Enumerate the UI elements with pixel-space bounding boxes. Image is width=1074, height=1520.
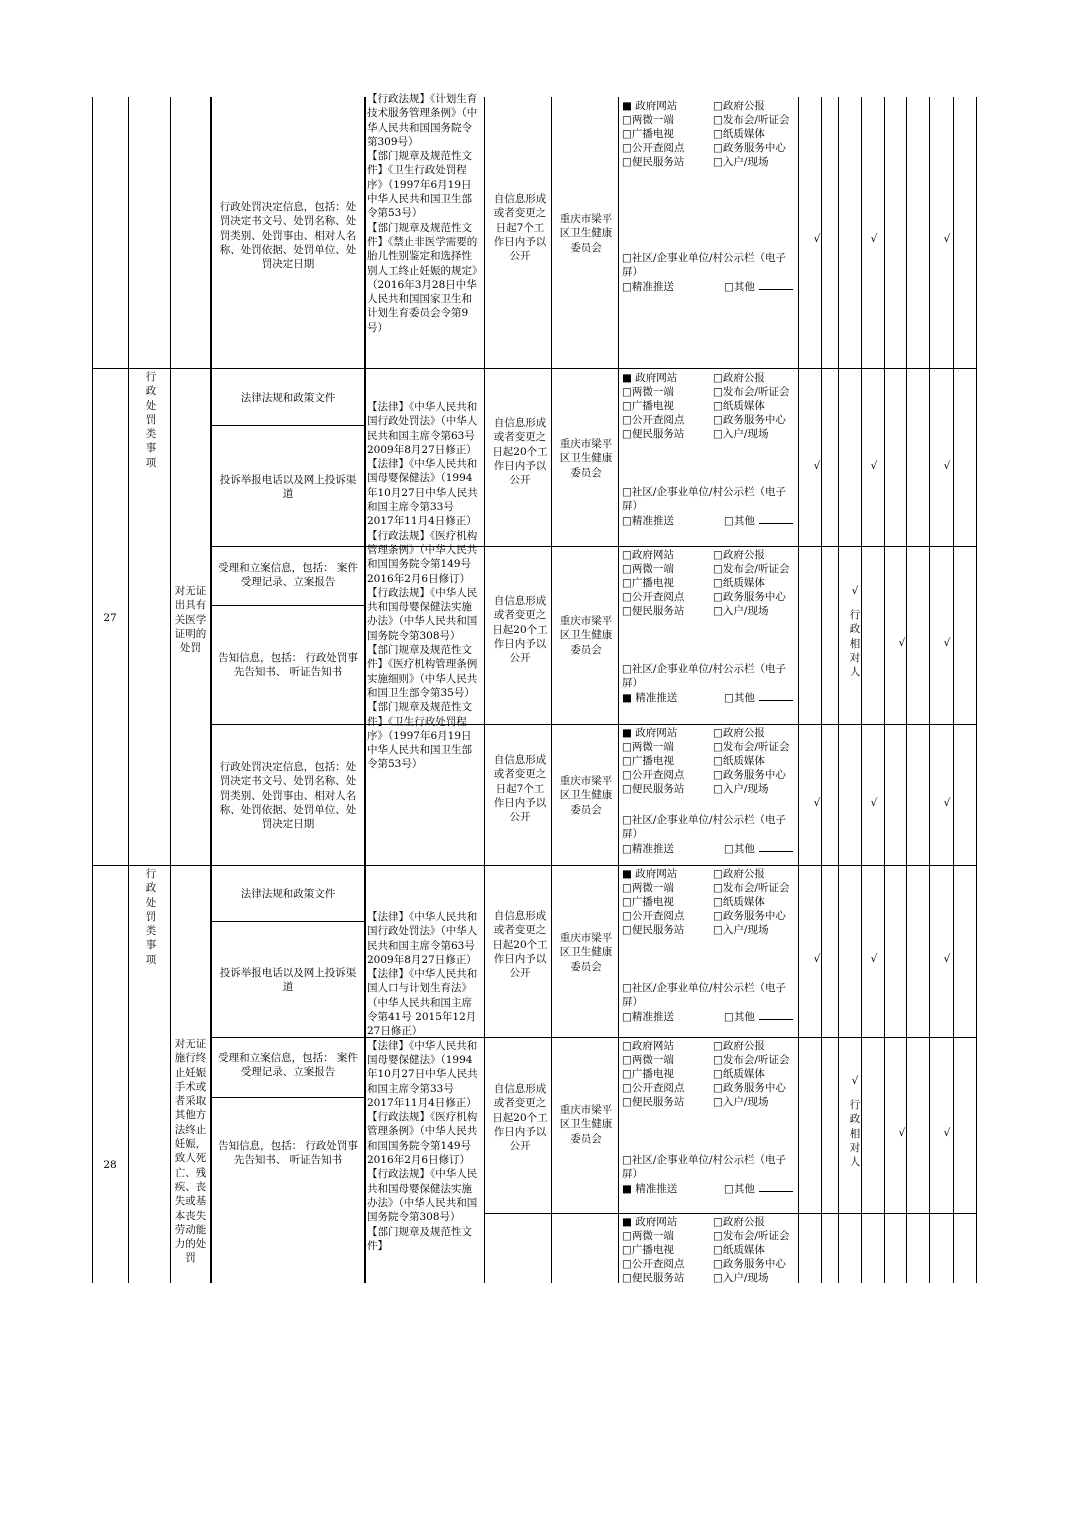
content-cell: 投诉举报电话以及网上投诉渠道: [219, 967, 357, 994]
channel-option: □发布会/听证会: [713, 741, 790, 753]
channel-option: □广播电视: [622, 128, 674, 140]
channel-option: □社区/企事业单位/村公示栏（电子屏）: [622, 252, 786, 279]
channel-option: □两微一端: [622, 882, 674, 894]
channel-option: □政府公报: [713, 549, 765, 561]
content-cell: 投诉举报电话以及网上投诉渠道: [219, 474, 357, 501]
channel-option: □政务服务中心: [713, 769, 786, 781]
channel-option: □便民服务站: [622, 1096, 685, 1108]
channel-option: □广播电视: [622, 1244, 674, 1256]
check-mark: √: [813, 233, 821, 245]
channel-option: □纸质媒体: [713, 577, 765, 589]
time-cell: 自信息形成或者变更之日起20个工作日内予以公开: [492, 1083, 548, 1153]
channel-option: □发布会/听证会: [713, 882, 790, 894]
content-cell: 告知信息，包括： 行政处罚事先告知书、 听证告知书: [218, 652, 358, 679]
channel-option: □其他: [724, 842, 794, 856]
channel-option: □入户/现场: [713, 1272, 769, 1284]
channel-option: ■ 政府网站: [622, 868, 678, 880]
basis-cell: 【法律】《中华人民共和国行政处罚法》（中华人民共和国主席令第63号 2009年8月27日修正） 【法律】《中华人民共和国母婴保健法》（1994年10月27日中华人民共和国主席令第33号 2017年11月4日修正） 【行政法规】《医疗机构管理条例》（中华人民共和国国务院令第149号 2016年2月6日修订） 【行政法规】《中华人民共和国母婴保健法实施办法》（中华人民共和国国务院令第308号） 【部门规章及规范性文件】《医疗机构管理条例实施细则》（中华人民共和国卫生部令第35号） 【部门规章及规范性文件】《卫生行政处罚程序》（1997年6月19日中华人民共和国卫生部令第53号）: [367, 401, 478, 771]
time-cell: 自信息形成或者变更之日起20个工作日内予以公开: [492, 595, 548, 665]
channel-option: □其他: [724, 1010, 794, 1024]
content-cell: 行政处罚决定信息，包括：处罚决定书文号、处罚名称、处罚类别、处罚事由、相对人名称、处罚依据、处罚单位、处罚决定日期: [219, 761, 357, 831]
channel-option: □入户/现场: [713, 1096, 769, 1108]
basis-cell: 【法律】《中华人民共和国行政处罚法》（中华人民共和国主席令第63号 2009年8月27日修正） 【法律】《中华人民共和国人口与计划生育法》（中华人民共和国主席令第41号 2015年12月27日修正） 【法律】《中华人民共和国母婴保健法》（1994年10月27日中华人民共和国主席令第33号 2017年11月4日修正） 【行政法规】《医疗机构管理条例》（中华人民共和国国务院令第149号 2016年2月6日修订） 【行政法规】《中华人民共和国母婴保健法实施办法》（中华人民共和国国务院令第308号） 【部门规章及规范性文件】: [367, 911, 478, 1252]
channel-option: □纸质媒体: [713, 128, 765, 140]
channel-option: □纸质媒体: [713, 1068, 765, 1080]
channel-option: □入户/现场: [713, 924, 769, 936]
check-mark: √: [813, 460, 821, 472]
check-mark: √: [943, 460, 951, 472]
check-mark: √: [943, 1127, 951, 1139]
subject-cell: 重庆市梁平区卫生健康委员会: [559, 775, 613, 816]
content-cell: 受理和立案信息，包括： 案件受理记录、立案报告: [218, 1052, 358, 1079]
check-mark: √: [898, 637, 906, 649]
channel-option: □政务服务中心: [713, 910, 786, 922]
channel-option: ■ 政府网站: [622, 1216, 678, 1228]
channel-option: □纸质媒体: [713, 400, 765, 412]
channel-option: □政务服务中心: [713, 1258, 786, 1270]
category-cell: 行政处罚类事项: [145, 371, 157, 469]
channel-option: □两微一端: [622, 563, 674, 575]
channel-option: □入户/现场: [713, 428, 769, 440]
channel-option: □精准推送: [622, 281, 674, 293]
channel-option: □便民服务站: [622, 428, 685, 440]
subject-cell: 重庆市梁平区卫生健康委员会: [559, 615, 613, 656]
channel-option: □发布会/听证会: [713, 563, 790, 575]
channel-option: □广播电视: [622, 896, 674, 908]
check-mark: √: [813, 953, 821, 965]
row-number: 28: [103, 1159, 117, 1171]
channel-option: □精准推送: [622, 515, 674, 527]
channel-option: □两微一端: [622, 741, 674, 753]
channel-option: □公开查阅点: [622, 142, 685, 154]
check-mark: √: [870, 797, 878, 809]
content-cell: 法律法规和政策文件: [240, 392, 336, 404]
check-mark: √: [870, 953, 878, 965]
item-name-cell: 对无证施行终止妊娠手术或者采取其他方法终止妊娠，致人死亡、残疾、丧失或基本丧失劳动能力的处罚: [174, 1038, 207, 1265]
target-note: 行政相对人: [849, 609, 861, 679]
channel-option: □纸质媒体: [713, 755, 765, 767]
check-mark: √: [851, 585, 859, 597]
channel-option: □便民服务站: [622, 924, 685, 936]
check-mark: √: [943, 637, 951, 649]
content-cell: 法律法规和政策文件: [240, 888, 336, 900]
channel-option: □便民服务站: [622, 605, 685, 617]
channel-option: □其他: [724, 280, 794, 294]
channel-option: □公开查阅点: [622, 414, 685, 426]
channel-option: □广播电视: [622, 755, 674, 767]
channel-option: □便民服务站: [622, 156, 685, 168]
channel-option: □社区/企事业单位/村公示栏（电子屏）: [622, 814, 786, 841]
basis-cell: 【行政法规】《计划生育技术服务管理条例》（中华人民共和国国务院令第309号） 【部门规章及规范性文件】《卫生行政处罚程序》（1997年6月19日中华人民共和国卫生部令第53号） 【部门规章及规范性文件】《禁止非医学需要的胎儿性别鉴定和选择性别人工终止妊娠的规定》（2016年3月28日中华人民共和国国家卫生和计划生育委员会令第9号）: [367, 93, 478, 334]
channel-option: □社区/企事业单位/村公示栏（电子屏）: [622, 982, 786, 1009]
channel-option: □便民服务站: [622, 1272, 685, 1284]
channel-option: □两微一端: [622, 386, 674, 398]
subject-cell: 重庆市梁平区卫生健康委员会: [559, 1104, 613, 1145]
channel-option: ■ 政府网站: [622, 100, 678, 112]
channel-option: □发布会/听证会: [713, 1230, 790, 1242]
channel-option: □公开查阅点: [622, 1258, 685, 1270]
content-cell: 告知信息，包括： 行政处罚事先告知书、 听证告知书: [218, 1140, 358, 1167]
channel-option: □纸质媒体: [713, 1244, 765, 1256]
channel-option: □入户/现场: [713, 156, 769, 168]
time-cell: 自信息形成或者变更之日起20个工作日内予以公开: [492, 910, 548, 980]
row-number: 27: [103, 612, 117, 624]
item-name-cell: 对无证出具有关医学证明的处罚: [174, 585, 207, 655]
channel-option: □两微一端: [622, 1054, 674, 1066]
content-cell: 受理和立案信息，包括： 案件受理记录、立案报告: [218, 562, 358, 589]
channel-option: □社区/企事业单位/村公示栏（电子屏）: [622, 663, 786, 690]
channel-option: □便民服务站: [622, 783, 685, 795]
channel-option: □政府公报: [713, 372, 765, 384]
channel-option: □社区/企事业单位/村公示栏（电子屏）: [622, 486, 786, 513]
subject-cell: 重庆市梁平区卫生健康委员会: [559, 213, 613, 254]
target-note: 行政相对人: [849, 1099, 861, 1169]
check-mark: √: [870, 233, 878, 245]
channel-option: □纸质媒体: [713, 896, 765, 908]
check-mark: √: [943, 233, 951, 245]
channel-option: □广播电视: [622, 1068, 674, 1080]
check-mark: √: [813, 797, 821, 809]
channel-option: □政务服务中心: [713, 591, 786, 603]
channel-option: □其他: [724, 691, 794, 705]
category-cell: 行政处罚类事项: [145, 868, 157, 966]
channel-option: □政府公报: [713, 727, 765, 739]
channel-option: □发布会/听证会: [713, 1054, 790, 1066]
channel-option: □社区/企事业单位/村公示栏（电子屏）: [622, 1154, 786, 1181]
channel-option: ■ 政府网站: [622, 727, 678, 739]
channel-option: □政府公报: [713, 868, 765, 880]
channel-option: □政务服务中心: [713, 142, 786, 154]
channel-option: ■ 政府网站: [622, 372, 678, 384]
channel-option: □公开查阅点: [622, 591, 685, 603]
check-mark: √: [943, 797, 951, 809]
content-cell: 行政处罚决定信息，包括：处罚决定书文号、处罚名称、处罚类别、处罚事由、相对人名称、处罚依据、处罚单位、处罚决定日期: [219, 201, 357, 271]
channel-option: □广播电视: [622, 577, 674, 589]
channel-option: □政务服务中心: [713, 414, 786, 426]
channel-option: □公开查阅点: [622, 769, 685, 781]
channel-option: □政府公报: [713, 1216, 765, 1228]
check-mark: √: [898, 1127, 906, 1139]
time-cell: 自信息形成或者变更之日起7个工作日内予以公开: [493, 754, 547, 824]
check-mark: √: [870, 460, 878, 472]
channel-option: ■ 精准推送: [622, 692, 678, 704]
channel-option: □精准推送: [622, 1011, 674, 1023]
channel-option: ■ 精准推送: [622, 1183, 678, 1195]
channel-option: □公开查阅点: [622, 1082, 685, 1094]
channel-option: □入户/现场: [713, 605, 769, 617]
channel-option: □发布会/听证会: [713, 386, 790, 398]
channel-option: □公开查阅点: [622, 910, 685, 922]
subject-cell: 重庆市梁平区卫生健康委员会: [559, 438, 613, 479]
channel-option: □政府网站: [622, 1040, 674, 1052]
channel-option: □其他: [724, 514, 794, 528]
check-mark: √: [851, 1075, 859, 1087]
channel-option: □政府网站: [622, 549, 674, 561]
time-cell: 自信息形成或者变更之日起7个工作日内予以公开: [493, 193, 547, 263]
channel-option: □两微一端: [622, 114, 674, 126]
subject-cell: 重庆市梁平区卫生健康委员会: [559, 932, 613, 973]
channel-option: □精准推送: [622, 843, 674, 855]
channel-option: □广播电视: [622, 400, 674, 412]
channel-option: □发布会/听证会: [713, 114, 790, 126]
channel-option: □其他: [724, 1182, 794, 1196]
channel-option: □政府公报: [713, 100, 765, 112]
channel-option: □入户/现场: [713, 783, 769, 795]
channel-option: □两微一端: [622, 1230, 674, 1242]
channel-option: □政府公报: [713, 1040, 765, 1052]
check-mark: √: [943, 953, 951, 965]
channel-option: □政务服务中心: [713, 1082, 786, 1094]
time-cell: 自信息形成或者变更之日起20个工作日内予以公开: [492, 417, 548, 487]
